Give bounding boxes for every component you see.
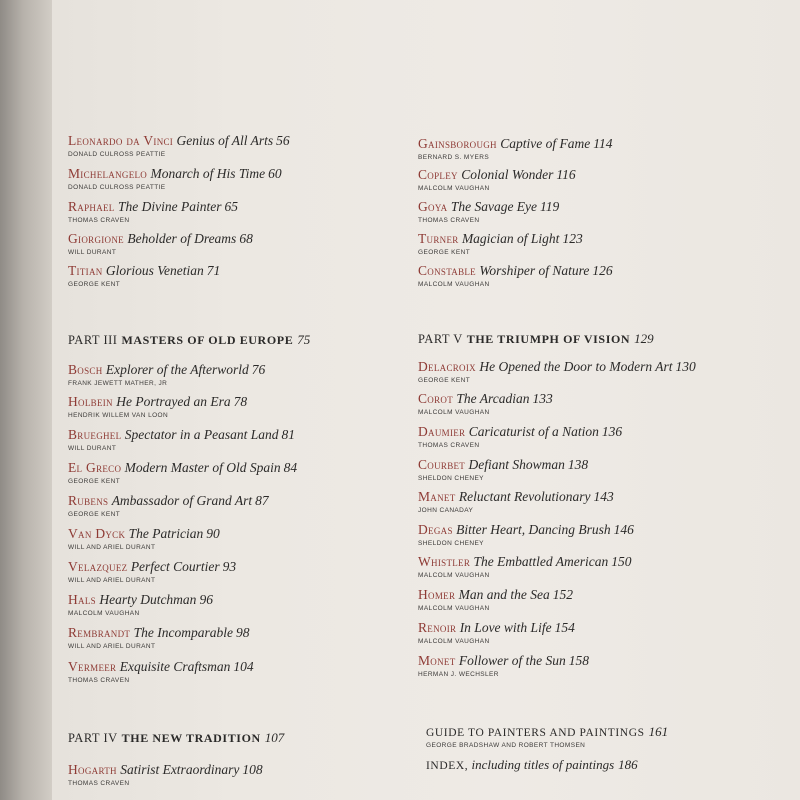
toc-entry <box>68 199 238 225</box>
part-heading <box>68 730 284 746</box>
chapter-title: Defiant Showman <box>468 457 565 472</box>
painter-name: Van Dyck <box>68 526 126 541</box>
author-name: THOMAS CRAVEN <box>68 780 130 787</box>
toc-entry <box>68 133 290 159</box>
chapter-title: Man and the Sea <box>458 587 550 602</box>
chapter-title: The Incomparable <box>133 625 233 640</box>
page-number: 186 <box>618 757 638 772</box>
chapter-title: Genius of All Arts <box>176 133 274 148</box>
page-number: 87 <box>255 493 269 508</box>
painter-name: Hogarth <box>68 762 117 777</box>
page-number: 129 <box>634 331 654 346</box>
page-number: 154 <box>554 620 575 635</box>
painter-name: Hals <box>68 592 96 607</box>
part-title: THE NEW TRADITION <box>121 731 261 745</box>
toc-entry <box>68 460 297 486</box>
page-number: 81 <box>281 427 296 442</box>
page-number: 143 <box>593 489 614 504</box>
toc-entry <box>68 427 295 453</box>
chapter-title: Perfect Courtier <box>130 559 220 574</box>
toc-entry <box>418 554 632 580</box>
part-label: PART V <box>418 332 463 346</box>
painter-name: Daumier <box>418 424 466 439</box>
author-name: DONALD CULROSS PEATTIE <box>68 184 166 191</box>
page-number: 146 <box>613 522 634 537</box>
author-name: THOMAS CRAVEN <box>418 217 480 224</box>
painter-name: Corot <box>418 391 454 406</box>
chapter-title: Worshiper of Nature <box>479 263 590 278</box>
painter-name: Homer <box>418 587 456 602</box>
chapter-title: He Opened the Door to Modern Art <box>479 359 673 374</box>
chapter-title: Reluctant Revolutionary <box>458 489 591 504</box>
painter-name: Holbein <box>68 394 113 409</box>
page-number: 152 <box>552 587 573 602</box>
chapter-title: Monarch of His Time <box>150 166 266 181</box>
chapter-title: In Love with Life <box>459 620 552 635</box>
author-name: WILL DURANT <box>68 445 117 452</box>
page-number: 76 <box>251 362 266 377</box>
chapter-title: The Arcadian <box>456 391 530 406</box>
page-number: 65 <box>224 199 238 214</box>
toc-entry <box>68 625 249 651</box>
page-number: 68 <box>239 231 253 246</box>
page-number: 60 <box>268 166 282 181</box>
painter-name: Titian <box>68 263 103 278</box>
chapter-title: Caricaturist of a Nation <box>468 424 599 439</box>
part-heading <box>68 332 310 348</box>
chapter-title: Beholder of Dreams <box>127 231 237 246</box>
author-name: GEORGE KENT <box>68 478 121 485</box>
page-number: 104 <box>233 659 254 674</box>
painter-name: Delacroix <box>418 359 476 374</box>
author-name: GEORGE KENT <box>68 281 121 288</box>
page-number: 78 <box>233 394 248 409</box>
page-number: 161 <box>648 724 669 739</box>
page-number: 133 <box>532 391 553 406</box>
toc-entry <box>418 359 696 385</box>
page-number: 116 <box>556 167 576 182</box>
page-number: 158 <box>568 653 589 668</box>
author-name: GEORGE KENT <box>418 249 471 256</box>
painter-name: Brueghel <box>68 427 122 442</box>
toc-entry <box>418 199 559 225</box>
toc-entry <box>68 559 236 585</box>
author-name: MALCOLM VAUGHAN <box>418 605 490 612</box>
painter-name: Gainsborough <box>418 136 497 151</box>
painter-name: Vermeer <box>68 659 117 674</box>
author-name: DONALD CULROSS PEATTIE <box>68 151 166 158</box>
toc-entry <box>418 457 588 483</box>
author-name: GEORGE KENT <box>418 377 471 384</box>
toc-entry <box>68 394 247 420</box>
painter-name: Goya <box>418 199 448 214</box>
page-number: 90 <box>206 526 220 541</box>
chapter-title: Modern Master of Old Spain <box>124 460 281 475</box>
painter-name: Rubens <box>68 493 109 508</box>
painter-name: Leonardo da Vinci <box>68 133 174 148</box>
painter-name: Rembrandt <box>68 625 131 640</box>
painter-name: Copley <box>418 167 458 182</box>
author-name: MALCOLM VAUGHAN <box>418 572 490 579</box>
chapter-title: Explorer of the Afterworld <box>105 362 249 377</box>
author-name: WILL DURANT <box>68 249 117 256</box>
page-number: 119 <box>540 199 560 214</box>
painter-name: Monet <box>418 653 456 668</box>
toc-entry <box>418 522 634 548</box>
author-name: WILL AND ARIEL DURANT <box>68 544 156 551</box>
author-name: SHELDON CHENEY <box>418 540 484 547</box>
author-name: GEORGE KENT <box>68 511 121 518</box>
author-name: FRANK JEWETT MATHER, JR <box>68 380 168 387</box>
page-number: 75 <box>297 332 311 347</box>
chapter-title: Hearty Dutchman <box>99 592 197 607</box>
page-number: 84 <box>283 460 298 475</box>
toc-entry <box>68 362 265 388</box>
page-number: 123 <box>562 231 583 246</box>
page-number: 98 <box>235 625 250 640</box>
chapter-title: The Savage Eye <box>450 199 538 214</box>
author-name: WILL AND ARIEL DURANT <box>68 643 156 650</box>
toc-entry <box>418 136 612 162</box>
part-title: THE TRIUMPH OF VISION <box>466 332 631 346</box>
chapter-title: The Patrician <box>128 526 204 541</box>
author-name: WILL AND ARIEL DURANT <box>68 577 156 584</box>
part-heading <box>418 331 654 347</box>
author-name: THOMAS CRAVEN <box>418 442 480 449</box>
page-number: 96 <box>199 592 213 607</box>
chapter-title: Bitter Heart, Dancing Brush <box>456 522 611 537</box>
toc-entry <box>418 391 553 417</box>
page-number: 126 <box>592 263 613 278</box>
chapter-title: Magician of Light <box>461 231 560 246</box>
book-binding-shadow <box>0 0 52 800</box>
section-title: GUIDE TO PAINTERS AND PAINTINGS <box>426 727 645 739</box>
author-name: GEORGE BRADSHAW AND ROBERT THOMSEN <box>426 742 586 749</box>
author-name: JOHN CANADAY <box>418 507 474 514</box>
section-subtitle: including titles of paintings <box>468 757 615 772</box>
author-name: BERNARD S. MYERS <box>418 154 490 161</box>
painter-name: Renoir <box>418 620 457 635</box>
page-number: 93 <box>222 559 237 574</box>
chapter-title: Captive of Fame <box>500 136 591 151</box>
toc-entry <box>68 659 254 685</box>
toc-entry <box>68 263 220 289</box>
toc-entry <box>68 166 282 192</box>
page-number: 130 <box>675 359 696 374</box>
page-number: 114 <box>593 136 613 151</box>
painter-name: Giorgione <box>68 231 124 246</box>
painter-name: Bosch <box>68 362 103 377</box>
page-number: 150 <box>611 554 632 569</box>
toc-entry <box>418 620 575 646</box>
toc-entry <box>68 231 253 257</box>
author-name: MALCOLM VAUGHAN <box>418 409 490 416</box>
painter-name: Whistler <box>418 554 471 569</box>
page-number: 71 <box>206 263 221 278</box>
chapter-title: Exquisite Craftsman <box>119 659 231 674</box>
toc-entry <box>418 167 576 193</box>
chapter-title: He Portrayed an Era <box>116 394 231 409</box>
author-name: MALCOLM VAUGHAN <box>68 610 140 617</box>
painter-name: Constable <box>418 263 476 278</box>
part-title: MASTERS OF OLD EUROPE <box>121 333 294 347</box>
author-name: THOMAS CRAVEN <box>68 677 130 684</box>
page-number: 56 <box>276 133 290 148</box>
page-number: 138 <box>567 457 589 472</box>
chapter-title: Satirist Extraordinary <box>120 762 240 777</box>
chapter-title: The Divine Painter <box>117 199 222 214</box>
chapter-title: The Embattled American <box>473 554 609 569</box>
chapter-title: Colonial Wonder <box>461 167 554 182</box>
painter-name: Degas <box>418 522 453 537</box>
toc-entry <box>68 762 263 788</box>
painter-name: Courbet <box>418 457 466 472</box>
painter-name: Raphael <box>68 199 115 214</box>
author-name: THOMAS CRAVEN <box>68 217 130 224</box>
back-matter-entry <box>426 724 668 750</box>
author-name: MALCOLM VAUGHAN <box>418 281 490 288</box>
toc-entry <box>418 263 613 289</box>
part-label: PART III <box>68 333 118 347</box>
toc-entry <box>68 592 213 618</box>
toc-entry <box>418 587 573 613</box>
author-name: HERMAN J. WECHSLER <box>418 671 499 678</box>
page-number: 107 <box>264 730 285 745</box>
toc-entry <box>418 231 583 257</box>
toc-entry <box>418 424 622 450</box>
toc-entry <box>68 526 220 552</box>
painter-name: Turner <box>418 231 459 246</box>
painter-name: El Greco <box>68 460 122 475</box>
back-matter-entry <box>426 757 638 773</box>
part-label: PART IV <box>68 731 118 745</box>
chapter-title: Follower of the Sun <box>458 653 566 668</box>
page-number: 136 <box>601 424 623 439</box>
chapter-title: Spectator in a Peasant Land <box>124 427 279 442</box>
painter-name: Velazquez <box>68 559 128 574</box>
section-title: INDEX, <box>426 760 469 772</box>
toc-entry <box>418 653 589 679</box>
page-number: 108 <box>242 762 263 777</box>
chapter-title: Ambassador of Grand Art <box>111 493 253 508</box>
toc-entry <box>68 493 269 519</box>
author-name: SHELDON CHENEY <box>418 475 484 482</box>
painter-name: Michelangelo <box>68 166 148 181</box>
author-name: HENDRIK WILLEM VAN LOON <box>68 412 169 419</box>
author-name: MALCOLM VAUGHAN <box>418 185 490 192</box>
toc-entry <box>418 489 614 515</box>
painter-name: Manet <box>418 489 456 504</box>
author-name: MALCOLM VAUGHAN <box>418 638 490 645</box>
chapter-title: Glorious Venetian <box>105 263 204 278</box>
